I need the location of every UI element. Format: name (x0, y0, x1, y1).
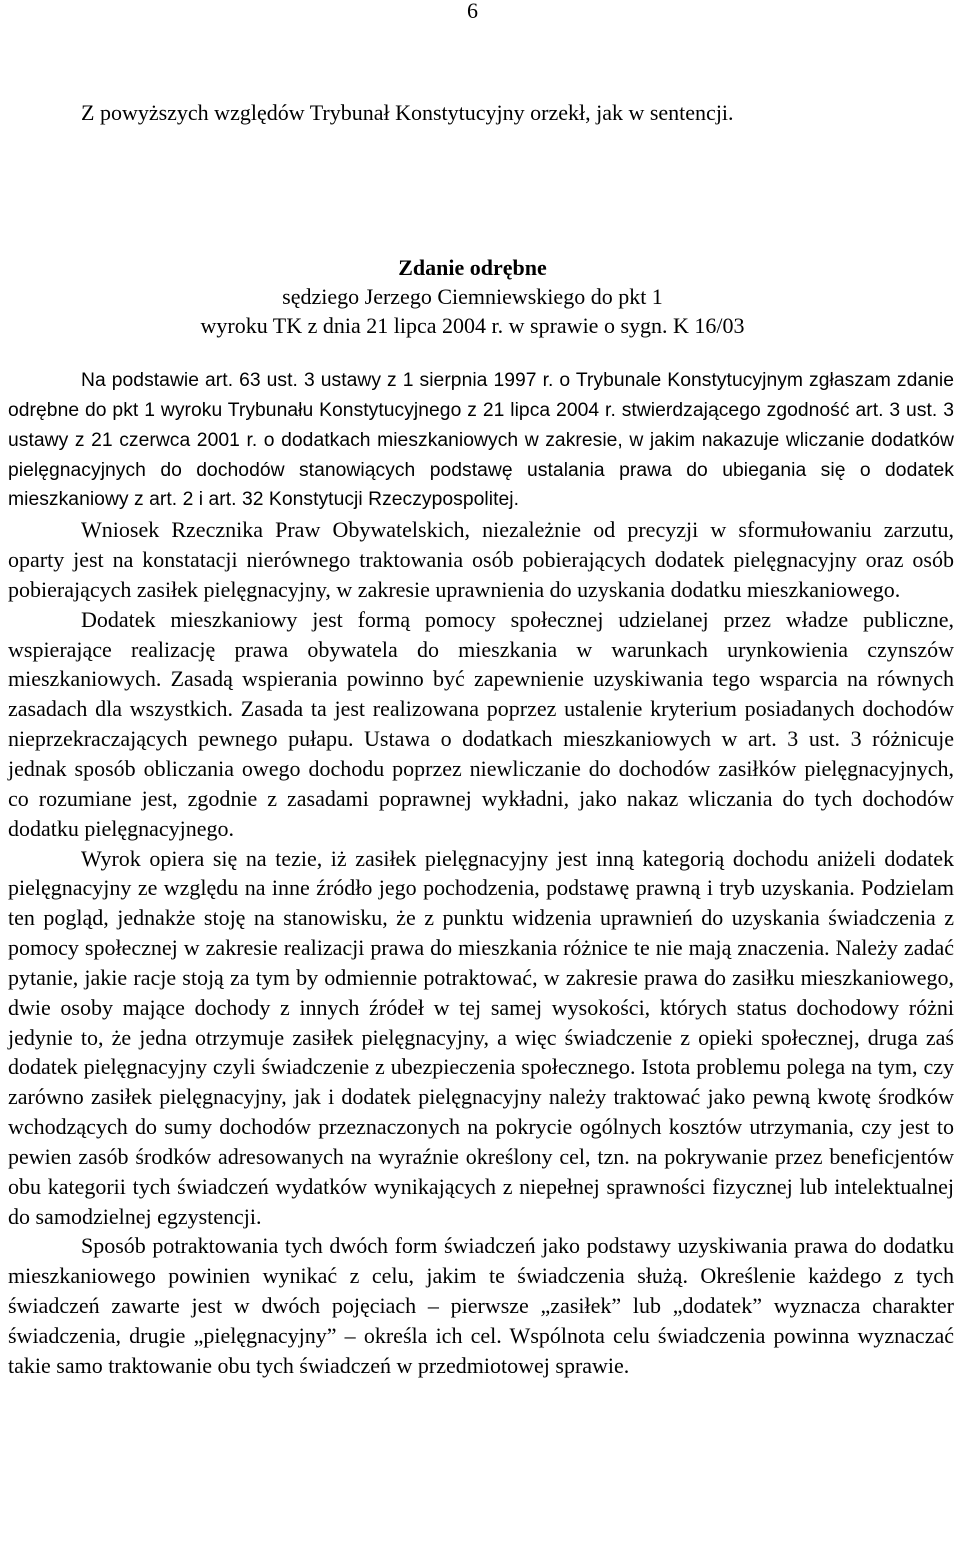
page-number: 6 (467, 0, 478, 23)
paragraph-3: Dodatek mieszkaniowy jest formą pomocy społecznej udzielanej przez władze publiczne, wspierające realizację prawa obywatela do mieszkania w warunkach urynkowienia czynszów mieszkaniowych. Zasadą wspierania powinno być zapewnienie uzyskiwania tego wsparcia na równych zasadach dla wszystkich. Zasada ta jest realizowana poprzez ustalenie kryterium posiadanych dochodów nieprzekraczających pewnego pułapu. Ustawa o dodatkach mieszkaniowych w art. 3 ust. 3 różnicuje jednak sposób obliczania owego dochodu poprzez niewliczanie do dochodów zasiłków pielęgnacyjnych, co rozumiane jest, zgodnie z zasadami poprawnej wykładni, jako nakaz wliczania do tych dochodów dodatku pielęgnacyjnego. (8, 606, 954, 841)
dissent-subtitle-case: wyroku TK z dnia 21 lipca 2004 r. w sprawie o sygn. K 16/03 (200, 313, 745, 338)
dissent-body (8, 366, 954, 1381)
paragraph-5: Sposób potraktowania tych dwóch form świadczeń jako podstawy uzyskiwania prawa do dodatku mieszkaniowego powinien wynikać z celu, jakim te świadczenia służą. Określenie każdego z tych świadczeń zawarte jest w dwóch pojęciach – pierwsze „zasiłek” lub „dodatek” wyznacza charakter świadczenia, drugie „pielęgnacyjny” – określa ich cel. Wspólnota celu świadczenia powinna wyznaczać takie samo traktowanie obu tych świadczeń w przedmiotowej sprawie. (8, 1233, 954, 1378)
dissent-heading (0, 253, 945, 340)
dissent-subtitle-judge: sędziego Jerzego Ciemniewskiego do pkt 1 (282, 284, 663, 309)
paragraph-4: Wyrok opiera się na tezie, iż zasiłek pielęgnacyjny jest inną kategorią dochodu aniżeli dodatek pielęgnacyjny ze względu na inne źródło jego pochodzenia, podstawę prawną i tryb uzyskania. Podzielam ten pogląd, jednakże stoję na stanowisku, że z punktu widzenia uprawnień do uzyskania świadczenia z pomocy społecznej w zakresie realizacji prawa do mieszkania różnice te nie mają znaczenia. Należy zadać pytanie, jakie racje stoją za tym by odmiennie potraktować, w zakresie prawa do zasiłku mieszkaniowego, dwie osoby mające dochody z innych źródeł w tej samej wysokości, których status dochodowy różni jedynie to, że jedna otrzymuje zasiłek pielęgnacyjny, a więc świadczenie z opieki społecznej, druga zaś dodatek pielęgnacyjny czyli świadczenie z ubezpieczenia społecznego. Istota problemu polega na tym, czy zarówno zasiłek pielęgnacyjny, jak i dodatek pielęgnacyjny należy traktować jako pewną kwotę środków wchodzących do sumy dochodów przeznaczonych na pokrycie ogólnych kosztów utrzymania, czy jest to pewien zasób środków adresowanych na wyraźnie określony cel, tzn. na pokrywanie przez beneficjentów obu kategorii tych świadczeń wydatków wynikających z niepełnej sprawności fizycznej lub intelektualnej do samodzielnej egzystencji. (8, 845, 954, 1229)
dissent-title: Zdanie odrębne (398, 255, 547, 280)
paragraph-2: Wniosek Rzecznika Praw Obywatelskich, niezależnie od precyzji w sformułowaniu zarzutu, oparty jest na konstatacji nierównego traktowania osób pobierających dodatek pielęgnacyjny oraz osób pobierających zasiłek pielęgnacyjny, w zakresie uprawnienia do uzyskania dodatku mieszkaniowego. (8, 517, 954, 602)
intro-sentence: Z powyższych względów Trybunał Konstytucyjny orzekł, jak w sentencji. (81, 100, 734, 125)
paragraph-1: Na podstawie art. 63 ust. 3 ustawy z 1 sierpnia 1997 r. o Trybunale Konstytucyjnym zgłaszam zdanie odrębne do pkt 1 wyroku Trybunału Konstytucyjnego z 21 lipca 2004 r. stwierdzającego zgodność art. 3 ust. 3 ustawy z 21 czerwca 2001 r. o dodatkach mieszkaniowych w zakresie, w jakim nakazuje wliczanie dodatków pielęgnacyjnych do dochodów stanowiących podstawę ustalania prawa do ubiegania się o dodatek mieszkaniowy z art. 2 i art. 32 Konstytucji Rzeczypospolitej. (8, 370, 954, 511)
